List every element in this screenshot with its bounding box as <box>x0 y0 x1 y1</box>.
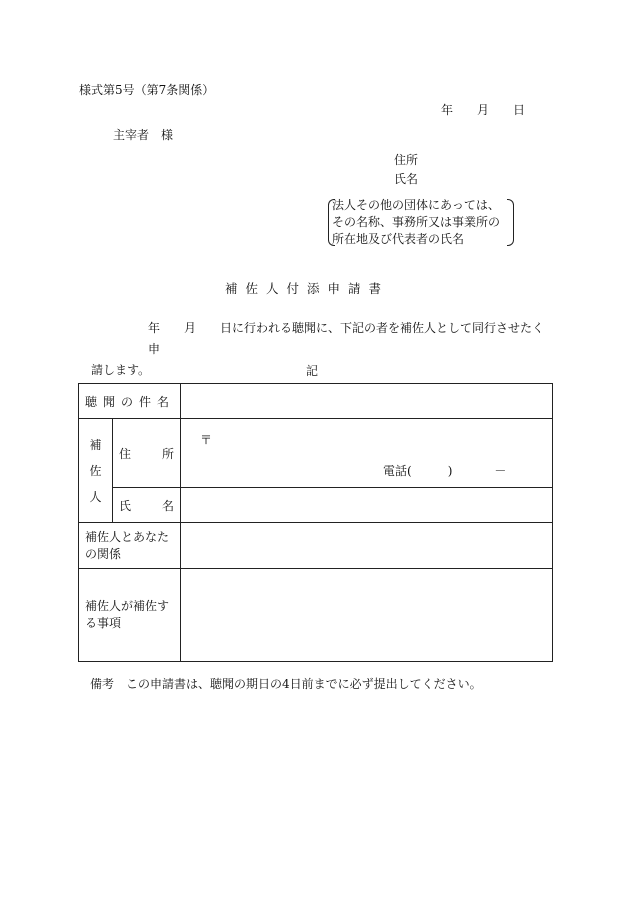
matters-row <box>79 569 553 662</box>
assistant-char-1: 補 <box>89 437 102 452</box>
date-day: 日 <box>513 103 526 117</box>
phone-dash: － <box>494 464 507 478</box>
address-label-right: 所 <box>162 446 175 461</box>
case-name-label-cell <box>79 384 181 419</box>
matters-field[interactable] <box>181 569 553 662</box>
remarks <box>90 675 482 692</box>
assistant-name-field[interactable] <box>181 488 553 523</box>
assistant-char-3: 人 <box>89 489 102 504</box>
statement-line-1-text: 日に行われる聴聞に、下記の者を補佐人として同行させたく申 <box>148 321 545 356</box>
corporation-note-text: 法人その他の団体にあっては、その名称、事務所又は事業所の所在地及び代表者の氏名 <box>332 198 501 246</box>
applicant-name-label: 氏名 <box>394 172 419 186</box>
relationship-row <box>79 523 553 569</box>
assistant-address-row <box>79 419 553 488</box>
applicant-address-label: 住所 <box>394 153 419 167</box>
case-name-field[interactable] <box>181 384 553 419</box>
name-label-cell <box>113 488 181 523</box>
hearing-year: 年 <box>148 321 161 335</box>
remarks-text: この申請書は、聴聞の期日の4日前までに必ず提出してください。 <box>126 677 482 691</box>
matters-label: 補佐人が補佐する事項 <box>85 599 170 630</box>
relationship-label: 補佐人とあなたの関係 <box>85 529 170 561</box>
statement-line-2: 請します。 <box>91 363 151 377</box>
case-name-label: 聴聞の件名 <box>85 394 176 409</box>
statement-line-1 <box>91 318 551 360</box>
relationship-label-cell <box>79 523 181 569</box>
left-bracket <box>328 199 335 246</box>
assistant-char-2: 佐 <box>89 463 102 478</box>
case-name-row <box>79 384 553 419</box>
date-month: 月 <box>477 103 490 117</box>
assistant-name-row <box>79 488 553 523</box>
phone-close-paren: ) <box>447 464 453 478</box>
remarks-key: 備考 <box>90 677 115 691</box>
name-label-left: 氏 <box>119 498 132 513</box>
hearing-month: 月 <box>184 321 197 335</box>
address-label-cell <box>113 419 181 488</box>
right-bracket <box>507 199 514 246</box>
submission-date <box>441 101 525 118</box>
phone-field <box>383 462 506 479</box>
application-statement <box>91 318 551 381</box>
addressee: 主宰者 様 <box>113 128 174 142</box>
corporation-note <box>332 197 510 248</box>
address-label-left: 住 <box>119 446 132 461</box>
matters-label-cell <box>79 569 181 662</box>
application-form-table <box>78 383 553 662</box>
document-title: 補佐人付添申請書 <box>225 281 390 296</box>
phone-label: 電話( <box>383 464 412 478</box>
date-year: 年 <box>441 103 454 117</box>
assistant-group-label <box>79 419 113 523</box>
relationship-field[interactable] <box>181 523 553 569</box>
postal-mark: 〒 <box>200 433 213 447</box>
address-field[interactable] <box>181 419 553 488</box>
form-number-label: 様式第5号（第7条関係） <box>79 83 215 97</box>
ki-heading: 記 <box>306 364 319 378</box>
name-label-right: 名 <box>162 498 175 513</box>
